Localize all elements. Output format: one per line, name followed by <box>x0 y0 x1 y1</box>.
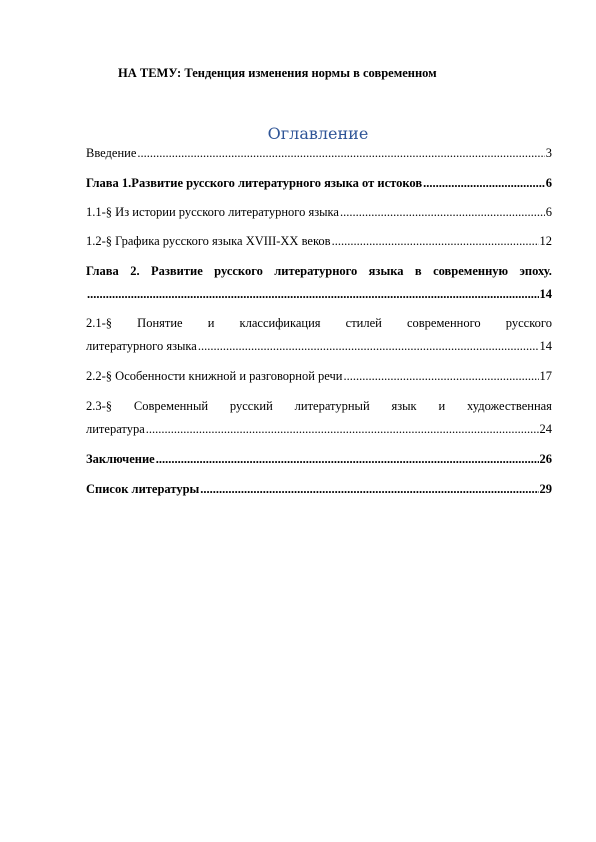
toc-word: классификация <box>239 316 321 330</box>
toc-word: Развитие <box>151 264 203 278</box>
toc-page-number: 14 <box>539 287 552 301</box>
toc-leader-dots <box>200 482 538 497</box>
document-topic: НА ТЕМУ: Тенденция изменения нормы в современном <box>118 66 437 80</box>
toc-entry-section-1-1[interactable] <box>86 205 552 220</box>
toc-word: эпоху. <box>519 264 552 278</box>
toc-entry-references[interactable] <box>86 482 552 497</box>
toc-word: стилей <box>345 316 382 330</box>
toc-entry-line-1 <box>86 264 552 279</box>
toc-heading: Оглавление <box>267 124 369 143</box>
toc-page-number: 24 <box>539 422 552 436</box>
toc-entry-chapter-1[interactable] <box>86 176 552 191</box>
toc-word: 2. <box>130 264 140 278</box>
toc-leader-dots <box>344 369 539 384</box>
toc-page-number: 3 <box>545 146 552 160</box>
toc-page-number: 6 <box>545 176 552 190</box>
toc-word: художественная <box>467 399 552 413</box>
toc-word: 2.1-§ <box>86 316 113 330</box>
toc-page-number: 14 <box>539 339 552 353</box>
toc-entry-text: 1.2-§ Графика русского языка XVIII-XX веков <box>86 234 331 248</box>
toc-leader-dots <box>332 234 539 249</box>
toc-leader-dots <box>137 146 544 161</box>
toc-entry-section-2-1[interactable] <box>86 316 552 354</box>
toc-entry-text: 1.1-§ Из истории русского литературного языка <box>86 205 339 219</box>
toc-page-number: 12 <box>539 234 552 248</box>
toc-entry-intro[interactable] <box>86 146 552 161</box>
toc-word: Современный <box>133 399 209 413</box>
toc-entry-chapter-2[interactable] <box>86 264 552 302</box>
toc-word: литературный <box>294 399 370 413</box>
toc-entry-line-2 <box>86 339 552 354</box>
toc-word: и <box>438 399 446 413</box>
toc-leader-dots <box>423 176 545 191</box>
toc-word: литературного <box>274 264 358 278</box>
toc-entry-text: литературного языка <box>86 339 197 353</box>
toc-word: языка <box>368 264 404 278</box>
toc-word: и <box>207 316 215 330</box>
toc-entry-line-1 <box>86 316 552 331</box>
toc-word: Глава <box>86 264 119 278</box>
toc-page-number: 6 <box>545 205 552 219</box>
toc-leader-dots <box>146 422 539 437</box>
toc-entry-text: Список литературы <box>86 482 200 496</box>
toc-entry-text: Глава 1.Развитие русского литературного языка от истоков <box>86 176 423 190</box>
toc-leader-dots <box>340 205 545 220</box>
toc-entry-section-2-3[interactable] <box>86 399 552 437</box>
toc-leader-dots <box>198 339 539 354</box>
toc-word: в <box>414 264 422 278</box>
toc-word: современную <box>433 264 509 278</box>
toc-word: русского <box>214 264 263 278</box>
toc-word: русский <box>229 399 273 413</box>
toc-page-number: 26 <box>539 452 552 466</box>
toc-entry-line-1 <box>86 399 552 414</box>
toc-leader-dots <box>156 452 539 467</box>
toc-entry-text: Введение <box>86 146 137 160</box>
toc-page-number: 29 <box>539 482 552 496</box>
toc-word: 2.3-§ <box>86 399 113 413</box>
toc-entry-line-2 <box>86 287 552 302</box>
toc-entry-conclusion[interactable] <box>86 452 552 467</box>
toc-entry-section-1-2[interactable] <box>86 234 552 249</box>
toc-entry-text: литература <box>86 422 145 436</box>
toc-word: язык <box>391 399 417 413</box>
toc-entry-section-2-2[interactable] <box>86 369 552 384</box>
toc-leader-dots <box>87 287 539 302</box>
toc-word: русского <box>505 316 552 330</box>
toc-entry-line-2 <box>86 422 552 437</box>
toc-word: современного <box>406 316 481 330</box>
toc-entry-text: Заключение <box>86 452 155 466</box>
toc-page-number: 17 <box>539 369 552 383</box>
toc-entry-text: 2.2-§ Особенности книжной и разговорной речи <box>86 369 343 383</box>
toc-word: Понятие <box>137 316 183 330</box>
